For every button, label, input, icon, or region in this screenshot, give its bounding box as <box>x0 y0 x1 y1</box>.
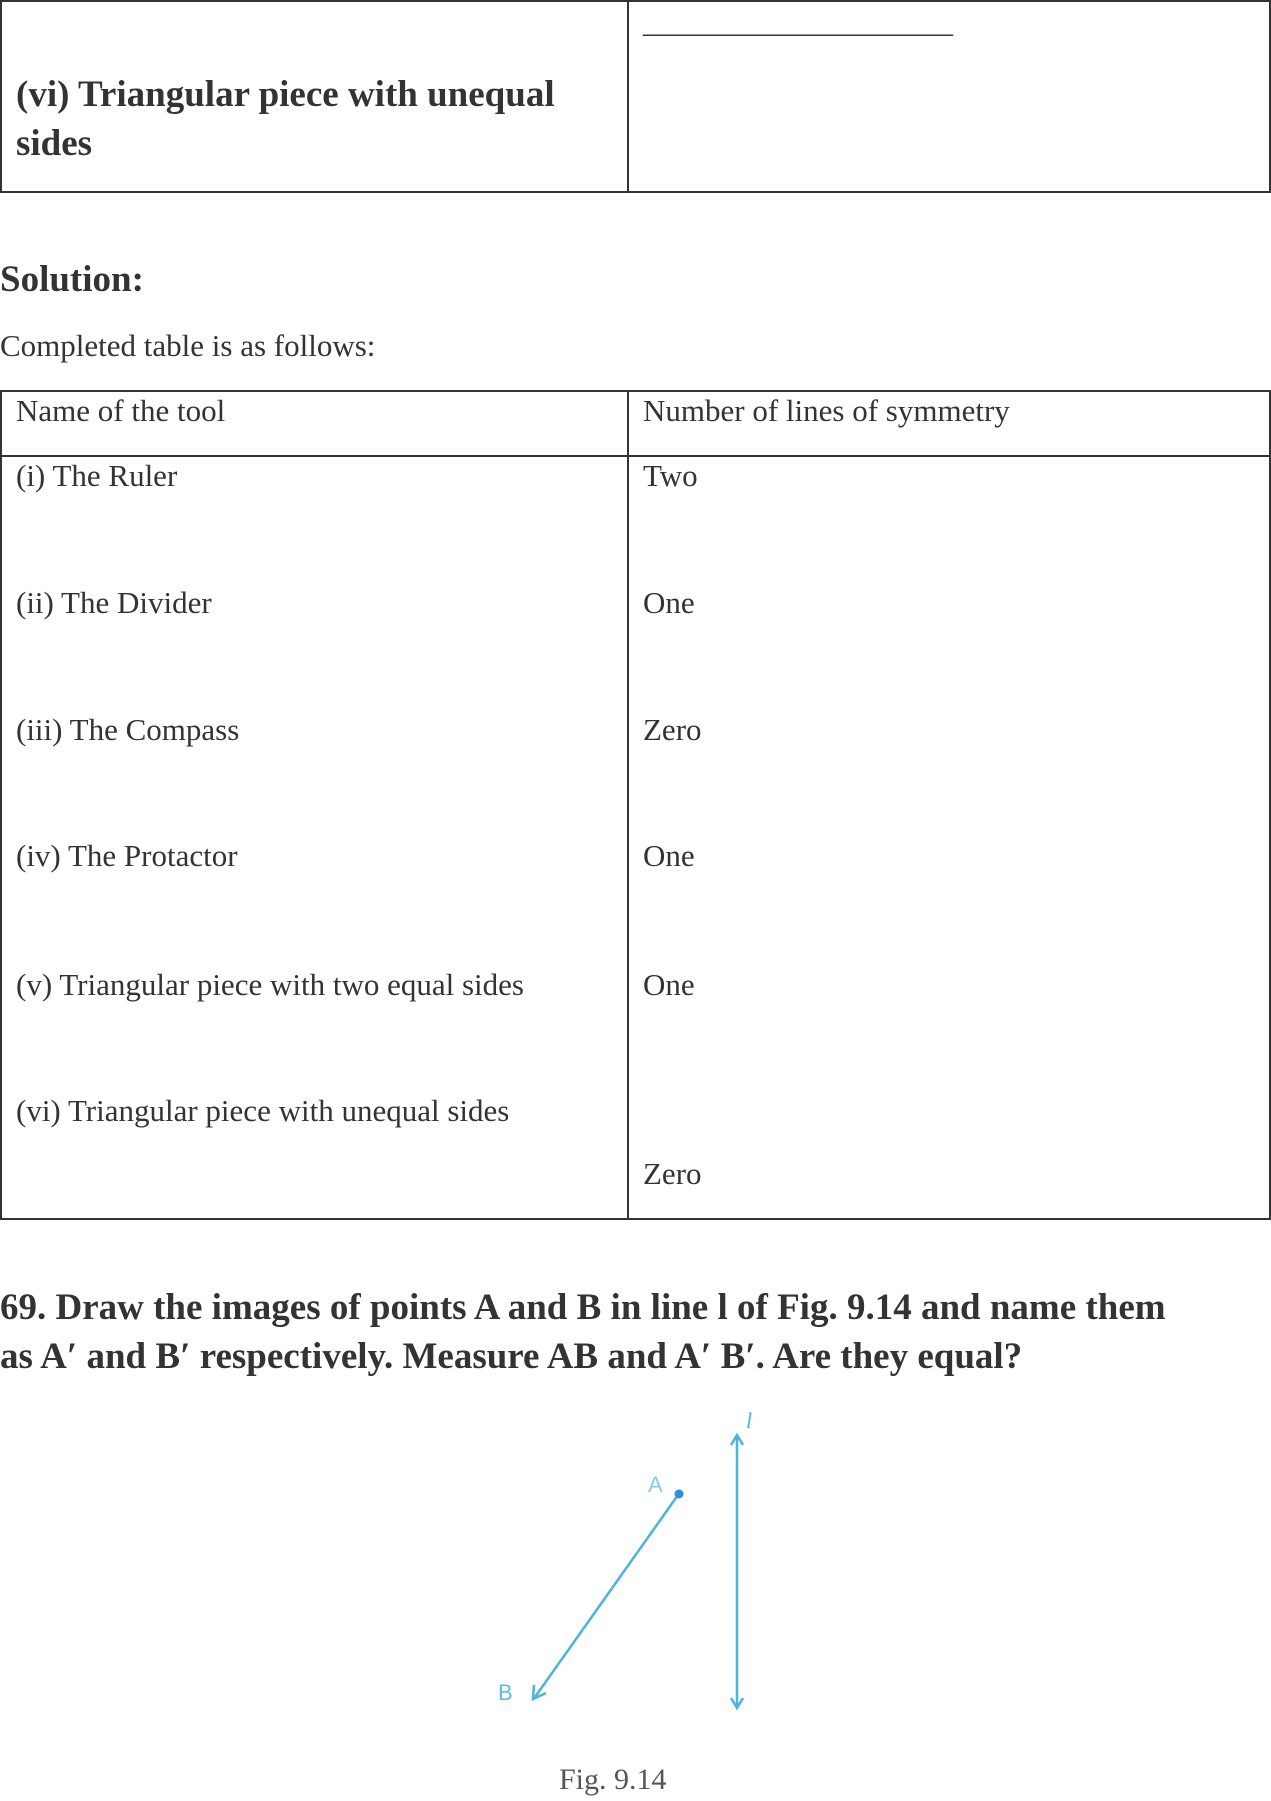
solution-intro: Completed table is as follows: <box>0 328 376 363</box>
point-a <box>675 1490 684 1499</box>
table-row-lines: Two <box>643 458 698 493</box>
line-l <box>731 1435 743 1708</box>
table-header-lines: Number of lines of symmetry <box>643 393 1010 428</box>
table-row-lines: One <box>643 967 695 1002</box>
table-row-lines: Zero <box>643 1156 702 1191</box>
segment-ab <box>533 1490 684 1700</box>
figure-9-14 <box>480 1400 800 1770</box>
label-a: A <box>648 1472 663 1497</box>
figure-caption: Fig. 9.14 <box>559 1763 667 1796</box>
table-row-tool: (i) The Ruler <box>16 458 178 493</box>
table-row-tool: (v) Triangular piece with two equal sides <box>16 967 524 1002</box>
answer-blank: ____________________ <box>643 4 953 39</box>
table-row-tool: (ii) The Divider <box>16 585 212 620</box>
table-row-lines: One <box>643 838 695 873</box>
label-l: l <box>746 1408 753 1433</box>
table-row-tool: (iv) The Protactor <box>16 838 238 873</box>
label-b: B <box>498 1680 513 1705</box>
top-table-left-cell: (vi) Triangular piece with unequal sides <box>16 74 555 164</box>
question-line-1: 69. Draw the images of points A and B in line l of Fig. 9.14 and name them <box>0 1287 1166 1328</box>
table-header-tool: Name of the tool <box>16 393 226 428</box>
table-row-lines: One <box>643 585 695 620</box>
table-row-lines: Zero <box>643 712 702 747</box>
table-header-divider <box>0 455 1271 457</box>
solution-heading: Solution: <box>0 259 144 300</box>
table-row-tool: (iii) The Compass <box>16 712 240 747</box>
table-column-divider <box>627 390 629 1220</box>
top-table-divider <box>627 0 629 193</box>
table-row-tool: (vi) Triangular piece with unequal sides <box>16 1093 510 1128</box>
question-line-2: as A′ and B′ respectively. Measure AB and A′ B′. Are they equal? <box>0 1336 1023 1377</box>
